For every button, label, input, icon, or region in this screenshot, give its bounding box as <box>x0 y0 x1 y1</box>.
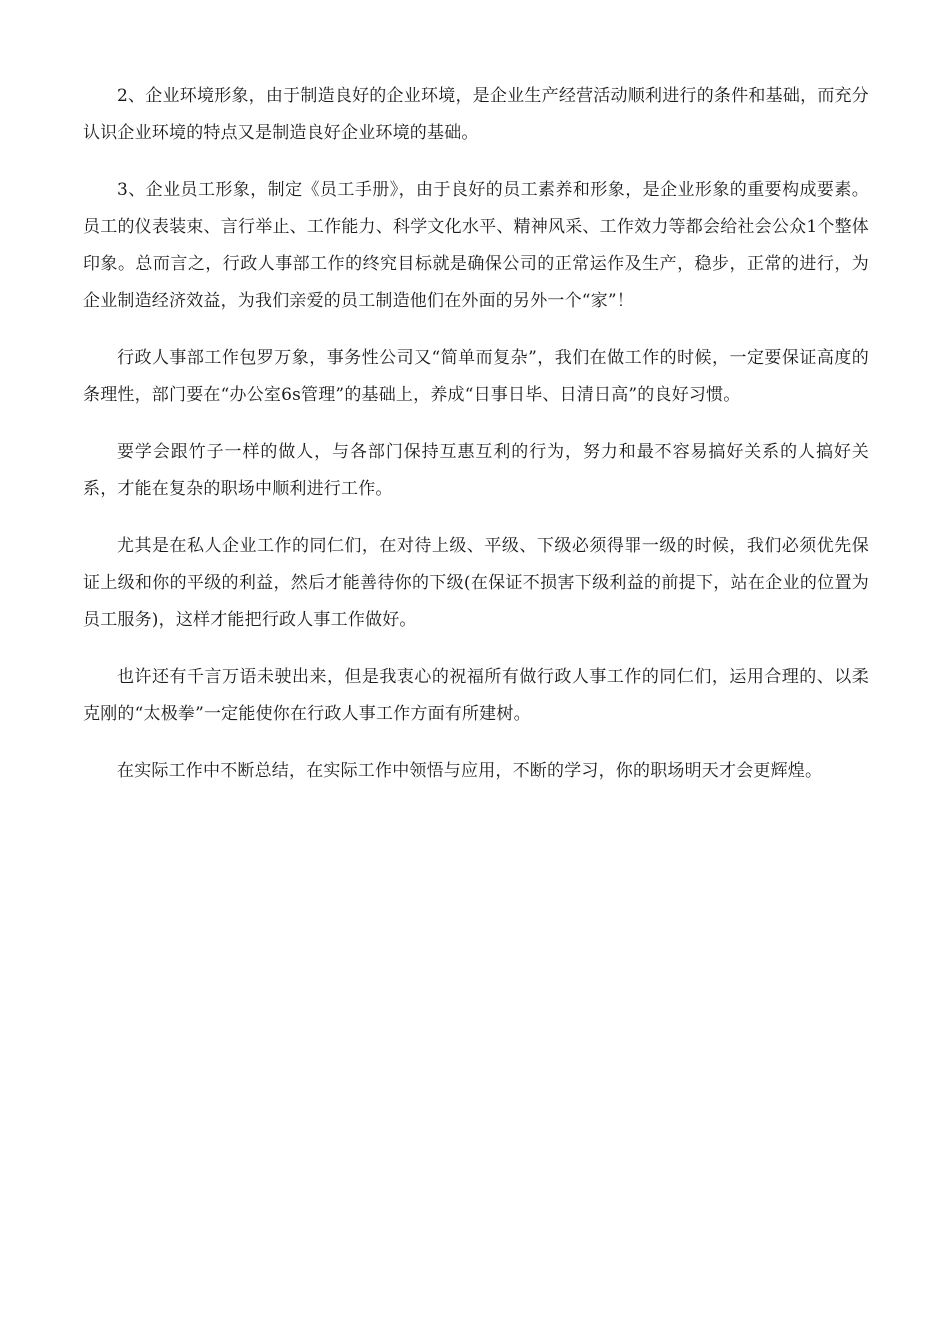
paragraph-private-enterprise: 尤其是在私人企业工作的同仁们，在对待上级、平级、下级必须得罪一级的时候，我们必须优先保证上级和你的平级的利益，然后才能善待你的下级(在保证不损害下级利益的前提下，站在企业的位置为员工服务)，这样才能把行政人事工作做好。 <box>83 536 869 630</box>
document-body <box>83 78 869 810</box>
paragraph-blessing: 也许还有千言万语未驶出来，但是我衷心的祝福所有做行政人事工作的同仁们，运用合理的、以柔克刚的“太极拳”一定能使你在行政人事工作方面有所建树。 <box>83 667 869 724</box>
paragraph-conclusion: 在实际工作中不断总结，在实际工作中领悟与应用，不断的学习，你的职场明天才会更辉煌。 <box>117 761 823 781</box>
paragraph-bamboo-relations: 要学会跟竹子一样的做人，与各部门保持互惠互利的行为，努力和最不容易搞好关系的人搞好关系，才能在复杂的职场中顺利进行工作。 <box>83 442 869 499</box>
paragraph-employee-image: 3、企业员工形象，制定《员工手册》，由于良好的员工素养和形象，是企业形象的重要构成要素。员工的仪表装束、言行举止、工作能力、科学文化水平、精神风采、工作效力等都会给社会公众1个整体印象。总而言之，行政人事部工作的终究目标就是确保公司的正常运作及生产，稳步，正常的进行，为企业制造经济效益，为我们亲爱的员工制造他们在外面的另外一个“家”！ <box>83 180 869 311</box>
paragraph-enterprise-environment: 2、企业环境形象，由于制造良好的企业环境，是企业生产经营活动顺利进行的条件和基础，而充分认识企业环境的特点又是制造良好企业环境的基础。 <box>83 86 869 143</box>
paragraph-administration-work: 行政人事部工作包罗万象，事务性公司又“简单而复杂”，我们在做工作的时候，一定要保证高度的条理性，部门要在“办公室6s管理”的基础上，养成“日事日毕、日清日高”的良好习惯。 <box>83 348 869 405</box>
